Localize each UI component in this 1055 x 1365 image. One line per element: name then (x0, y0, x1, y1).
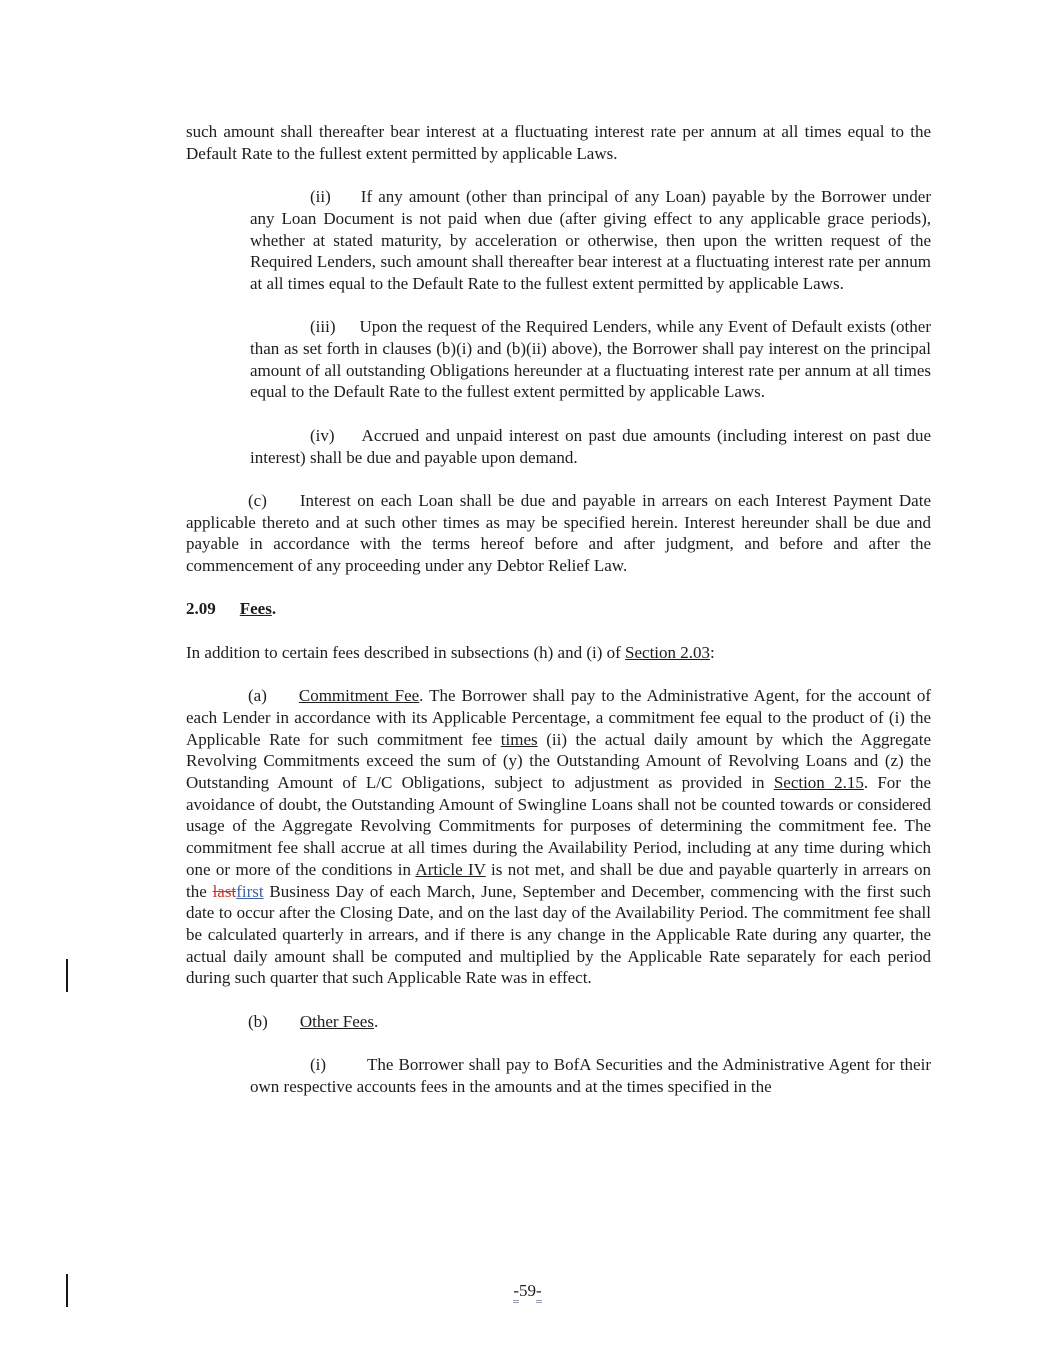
text-run-n: . (373, 1011, 379, 1031)
text-run-n: (c) (248, 490, 267, 510)
page-number (0, 1280, 1055, 1302)
text-run-u: Section 2.15 (773, 772, 864, 792)
paragraph-intro (186, 642, 931, 664)
text-run-n: (iv) (310, 425, 335, 445)
text-run-n: is not met, and shall be due and payable quarterly in arrears on the (186, 859, 931, 901)
text-run-n: The Borrower shall pay to BofA Securities and the Administrative Agent for their own respective accounts fees in the amounts and at the times specified in the (250, 1055, 931, 1096)
text-run-n: (iii) (310, 317, 336, 337)
section-heading-2-09 (186, 598, 931, 620)
paragraph-b-iii (250, 316, 931, 403)
text-run-n: (i) (310, 1055, 327, 1075)
paragraph-continuation (186, 121, 931, 164)
document-body (186, 121, 931, 1119)
change-bar-commitment-fee-edit (66, 959, 68, 992)
text-run-n: . The Borrower shall pay to the Administrative Agent, for the account of each Lender in accordance with its Applicable Percentage, a commitment fee equal to the product of (i) the Applicable Rate for such commitment fee (186, 686, 931, 749)
text-run-n: (ii) (310, 187, 331, 207)
text-run-n: (ii) the actual daily amount by which the Aggregate Revolving Commitments exceed the sum of (y) the Outstanding Amount of Revolving Loans and (z) the Outstanding Amount of L/C Obligations, subject to adjustment as provided in (186, 729, 931, 792)
text-run-u: Section 2.03 (625, 642, 711, 662)
paragraph-b-i (250, 1054, 931, 1097)
text-run-b: 2.09 (186, 599, 216, 619)
paragraph-c (186, 490, 931, 577)
text-run-n: Business Day of each March, June, September and December, commencing with the first such date to occur after the Closing Date, and on the last day of the Availability Period. The commitment fee shall be calculated quarterly in arrears, and if there is any change in the Applicable Rate during any quarter, the actual daily amount shall be computed and multiplied by the Applicable Rate separately for each period during such quarter that such Applicable Rate was in effect. (186, 881, 931, 988)
text-run-n: . For the avoidance of doubt, the Outstanding Amount of Swingline Loans shall not be counted towards or considered usage of the Aggregate Revolving Commitments for purposes of determining the commitment fee. The commitment fee shall accrue at all times during the Availability Period, including at any time during which one or more of the conditions in (186, 772, 931, 879)
text-run-n: Accrued and unpaid interest on past due amounts (including interest on past due interest) shall be due and payable upon demand. (250, 425, 931, 467)
text-run-u: Article IV (415, 859, 486, 879)
text-run-u: times (500, 729, 538, 749)
text-run-b: . (271, 599, 277, 619)
page-number-mark-left: - (513, 1281, 519, 1303)
page-number-mark-right: - (536, 1281, 542, 1303)
inserted-text: first (236, 881, 264, 901)
paragraph-b-ii (250, 186, 931, 295)
deleted-text: last (212, 881, 237, 901)
text-run-n: Upon the request of the Required Lenders, while any Event of Default exists (other than as set forth in clauses (b)(i) and (b)(ii) above), the Borrower shall pay interest on the principal amount of all outstanding Obligations hereunder at a fluctuating interest rate per annum at all times equal to the Default Rate to the fullest extent permitted by applicable Laws. (250, 317, 931, 402)
text-run-n: (a) (248, 686, 267, 706)
page-number-value: 59 (519, 1281, 536, 1300)
paragraph-b-iv (250, 425, 931, 468)
text-run-u: Commitment Fee (298, 686, 420, 706)
text-run-n: If any amount (other than principal of any Loan) payable by the Borrower under any Loan Document is not paid when due (after giving effect to any applicable grace periods), whether at stated maturity, by acceleration or otherwise, then upon the written request of the Required Lenders, such amount shall thereafter bear interest at a fluctuating interest rate per annum at all times equal to the Default Rate to the fullest extent permitted by applicable Laws. (250, 187, 931, 293)
text-run-n: Interest on each Loan shall be due and payable in arrears on each Interest Payment Date applicable thereto and at such other times as may be specified herein. Interest hereunder shall be due and payable in accordance with the terms hereof before and after judgment, and before and after the commencement of any proceeding under any Debtor Relief Law. (186, 490, 931, 575)
text-run-n: such amount shall thereafter bear interest at a fluctuating interest rate per annum at all times equal to the Default Rate to the fullest extent permitted by applicable Laws. (186, 122, 931, 163)
text-run-n: In addition to certain fees described in subsections (h) and (i) of (186, 642, 626, 662)
text-run-n: (b) (248, 1011, 268, 1031)
text-run-u: Other Fees (299, 1011, 374, 1031)
paragraph-a-commitment-fee (186, 685, 931, 989)
paragraph-b-other-fees (186, 1011, 931, 1033)
text-run-bu: Fees (239, 599, 272, 619)
text-run-n: : (710, 642, 715, 662)
change-bar-page-number (66, 1274, 68, 1307)
